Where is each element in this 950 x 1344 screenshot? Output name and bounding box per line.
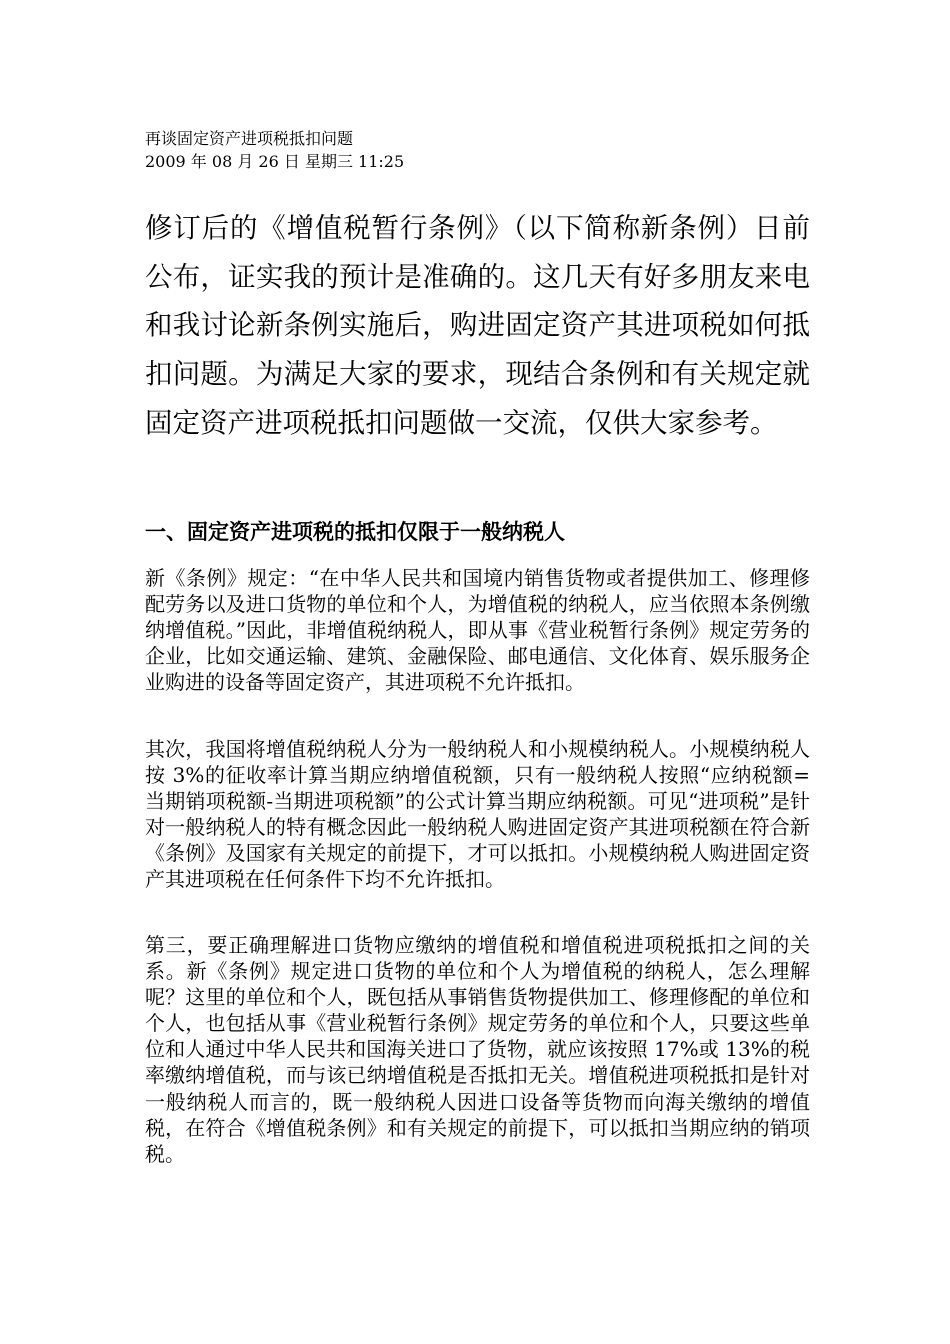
body-paragraph-3: 第三，要正确理解进口货物应缴纳的增值税和增值税进项税抵扣之间的关系。新《条例》规定进口货物的单位和个人为增值税的纳税人，怎么理解呢？这里的单位和个人，既包括从事销售货物提供加工、修理修配的单位和个人，也包括从事《营业税暂行条例》规定劳务的单位和个人，只要这些单位和人通过中华人民共和国海关进口了货物，就应该按照 17%或 13%的税率缴纳增值税，而与该已纳增值税是否抵扣无关。增值税进项税抵扣是针对一般纳税人而言的，既一般纳税人因进口设备等货物而向海关缴纳的增值税，在符合《增值税条例》和有关规定的前提下，可以抵扣当期应纳的销项税。 bbox=[145, 933, 810, 1166]
article-date: 2009 年 08 月 26 日 星期三 11:25 bbox=[145, 152, 405, 171]
body-paragraph-1: 新《条例》规定：“在中华人民共和国境内销售货物或者提供加工、修理修配劳务以及进口货物的单位和个人，为增值税的纳税人，应当依照本条例缴纳增值税。”因此，非增值税纳税人，即从事《营业税暂行条例》规定劳务的企业，比如交通运输、建筑、金融保险、邮电通信、文化体育、娱乐服务企业购进的设备等固定资产，其进项税不允许抵扣。 bbox=[145, 566, 810, 695]
section-heading: 一、固定资产进项税的抵扣仅限于一般纳税人 bbox=[145, 519, 565, 544]
intro-paragraph: 修订后的《增值税暂行条例》（以下简称新条例）日前公布，证实我的预计是准确的。这几天有好多朋友来电和我讨论新条例实施后，购进固定资产其进项税如何抵扣问题。为满足大家的要求，现结合条例和有关规定就固定资产进项税抵扣问题做一交流，仅供大家参考。 bbox=[145, 212, 810, 439]
article-title: 再谈固定资产进项税抵扣问题 bbox=[145, 129, 354, 148]
body-paragraph-2: 其次，我国将增值税纳税人分为一般纳税人和小规模纳税人。小规模纳税人按 3%的征收率计算当期应纳增值税额，只有一般纳税人按照“应纳税额=当期销项税额-当期进项税额”的公式计算当期应纳税额。可见“进项税”是针对一般纳税人的特有概念因此一般纳税人购进固定资产其进项税额在符合新《条例》及国家有关规定的前提下，才可以抵扣。小规模纳税人购进固定资产其进项税在任何条件下均不允许抵扣。 bbox=[145, 737, 810, 892]
